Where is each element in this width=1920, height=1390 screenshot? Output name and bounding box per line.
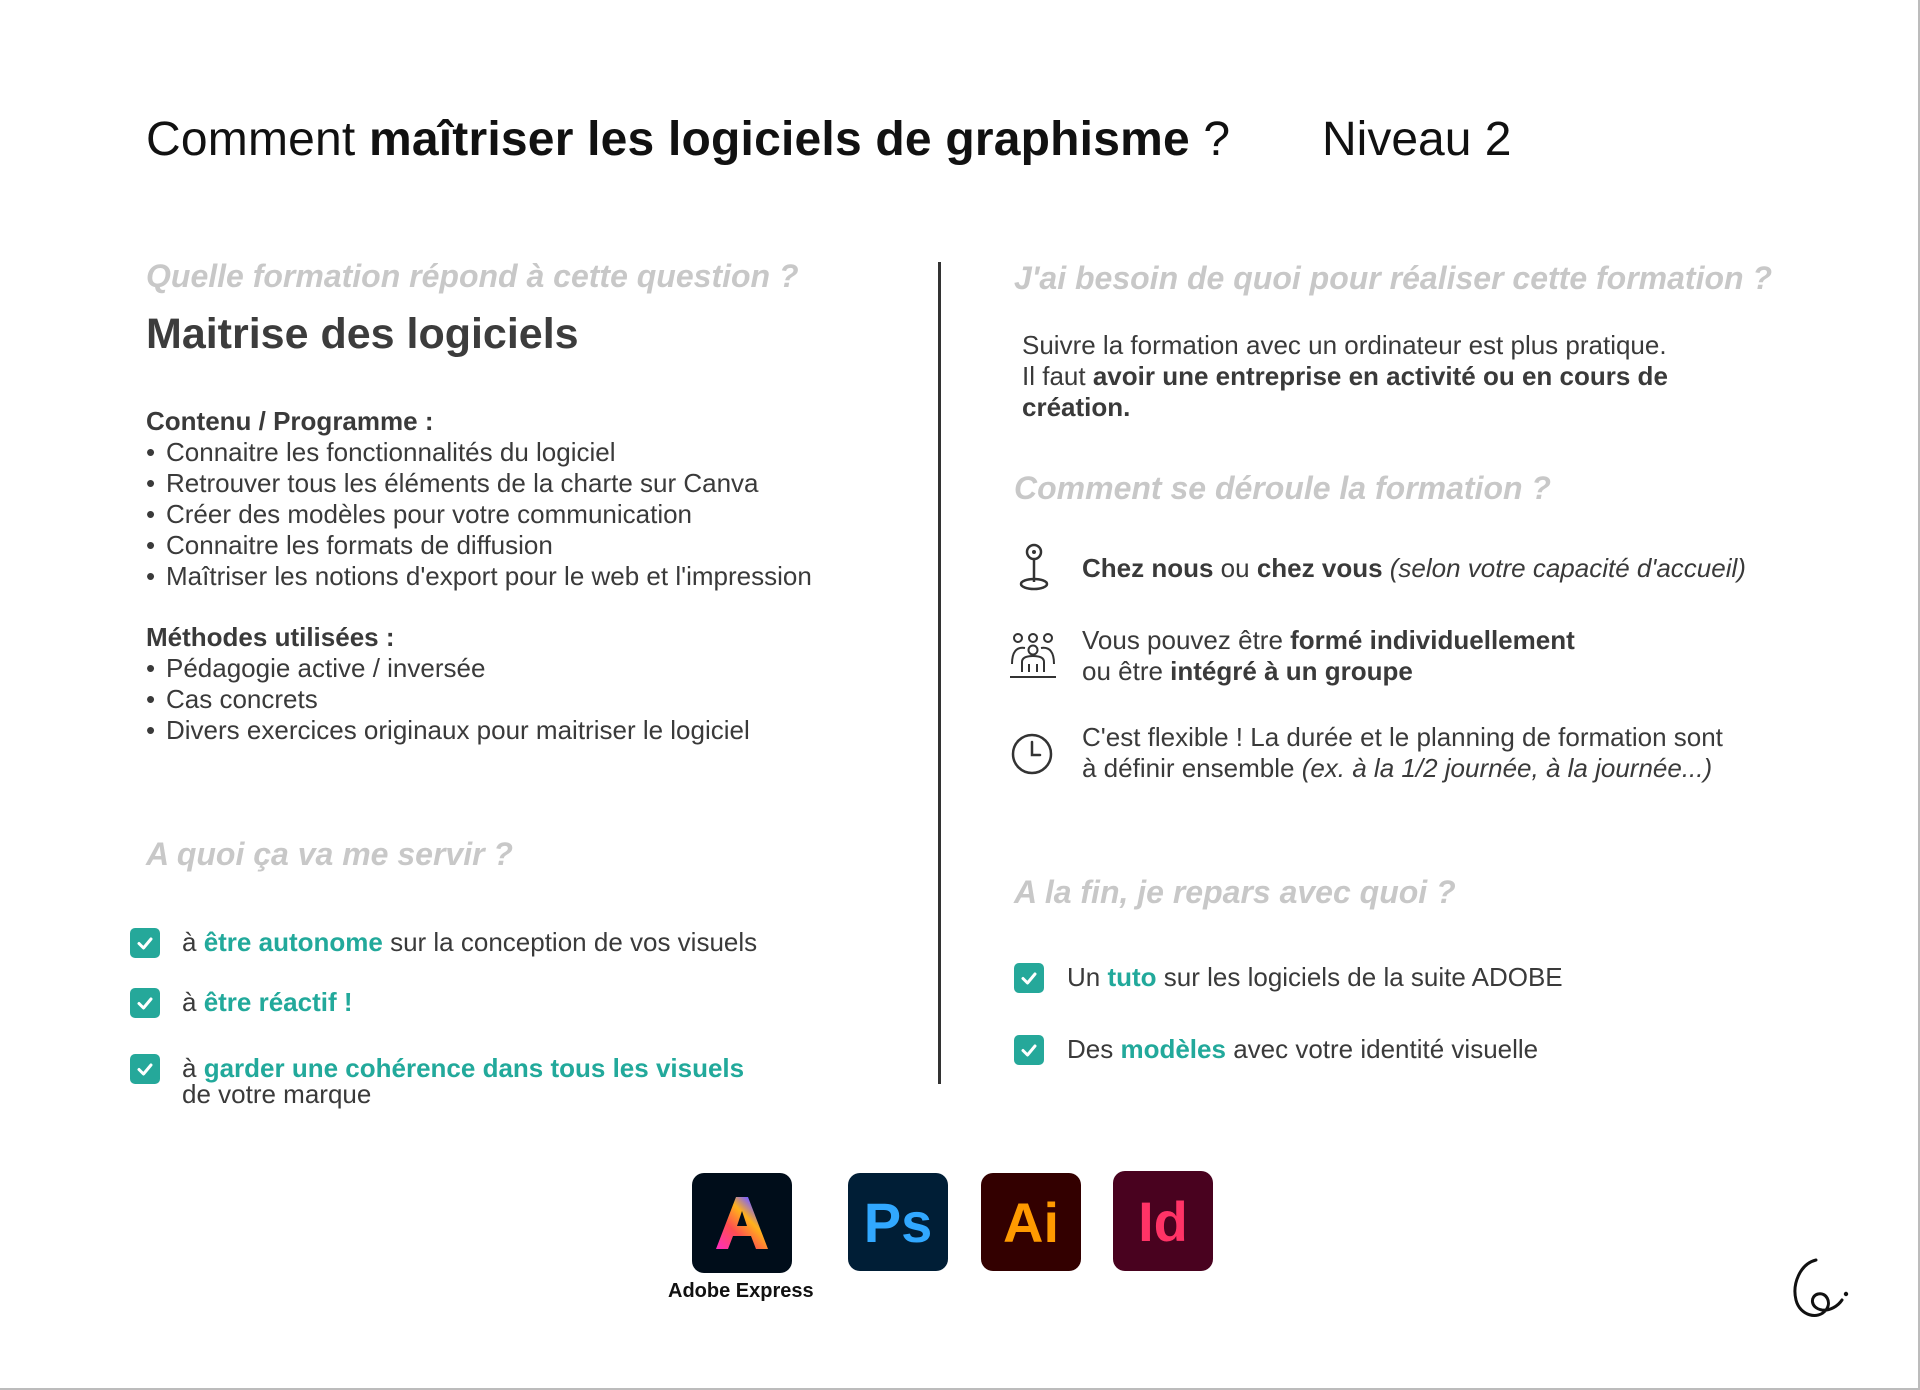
list-item: • Retrouver tous les éléments de la charte sur Canva: [146, 468, 812, 499]
training-location: Chez nous ou chez vous (selon votre capacité d'accueil): [1082, 553, 1746, 583]
brand-logo-icon: [1786, 1254, 1850, 1326]
checkbox-icon: [1014, 1035, 1044, 1065]
list-item: • Divers exercices originaux pour maitriser le logiciel: [146, 715, 750, 746]
question-requirements: J'ai besoin de quoi pour réaliser cette formation ?: [1014, 260, 1772, 296]
benefit-text: à être réactif !: [182, 987, 353, 1017]
content-program: [146, 406, 812, 592]
question-benefits: A quoi ça va me servir ?: [146, 836, 513, 872]
adobe-express-icon: [710, 1191, 774, 1255]
benefit-text: à être autonome sur la conception de vos visuels: [182, 927, 758, 957]
outcome-text: Un tuto sur les logiciels de la suite ADOBE: [1067, 962, 1563, 992]
methods-list: [146, 653, 750, 746]
outcome-text: Des modèles avec votre identité visuelle: [1067, 1034, 1539, 1064]
list-item: • Pédagogie active / inversée: [146, 653, 750, 684]
checkbox-icon: [1014, 963, 1044, 993]
checkbox-icon: [130, 1054, 160, 1084]
outcome-item: [1014, 1035, 1538, 1065]
list-item: • Cas concrets: [146, 684, 750, 715]
content-heading: Contenu / Programme :: [146, 406, 434, 436]
benefit-text: à garder une cohérence dans tous les visuels de votre marque: [182, 1053, 745, 1109]
list-item: • Maîtriser les notions d'export pour le web et l'impression: [146, 561, 812, 592]
list-item: • Connaitre les fonctionnalités du logiciel: [146, 437, 812, 468]
level-label: Niveau 2: [1322, 113, 1512, 166]
column-divider: [938, 262, 941, 1084]
content-list: [146, 437, 812, 592]
requirements-text: Suivre la formation avec un ordinateur est plus pratique. Il faut avoir une entreprise en activité ou en cours de création.: [1022, 330, 1668, 422]
question-outcomes: A la fin, je repars avec quoi ?: [1014, 874, 1456, 910]
benefit-item: [130, 928, 757, 958]
methods: [146, 622, 750, 746]
methods-heading: Méthodes utilisées :: [146, 622, 395, 652]
training-format: Vous pouvez être formé individuellement ou être intégré à un groupe: [1082, 625, 1575, 686]
illustrator-logo: Ai: [981, 1173, 1081, 1271]
group-icon: [1008, 632, 1058, 680]
location-pin-icon: [1014, 540, 1054, 592]
adobe-express-logo: [692, 1173, 792, 1273]
list-item: • Créer des modèles pour votre communication: [146, 499, 812, 530]
formation-name: Maitrise des logiciels: [146, 310, 579, 358]
indesign-logo: Id: [1113, 1171, 1213, 1271]
page-title: Comment maîtriser les logiciels de graphisme ?: [146, 113, 1231, 166]
checkbox-icon: [130, 928, 160, 958]
outcome-item: [1014, 963, 1563, 993]
question-how: Comment se déroule la formation ?: [1014, 470, 1551, 506]
checkbox-icon: [130, 988, 160, 1018]
list-item: • Connaitre les formats de diffusion: [146, 530, 812, 561]
benefit-item: [130, 1053, 745, 1109]
benefit-item: [130, 988, 353, 1018]
question-which-training: Quelle formation répond à cette question ?: [146, 258, 799, 294]
training-schedule: C'est flexible ! La durée et le planning de formation sont à définir ensemble (ex. à la 1/2 journée, à la journée...): [1082, 722, 1723, 783]
photoshop-logo: Ps: [848, 1173, 948, 1271]
clock-icon: [1010, 732, 1054, 776]
adobe-express-caption: Adobe Express: [668, 1280, 814, 1302]
